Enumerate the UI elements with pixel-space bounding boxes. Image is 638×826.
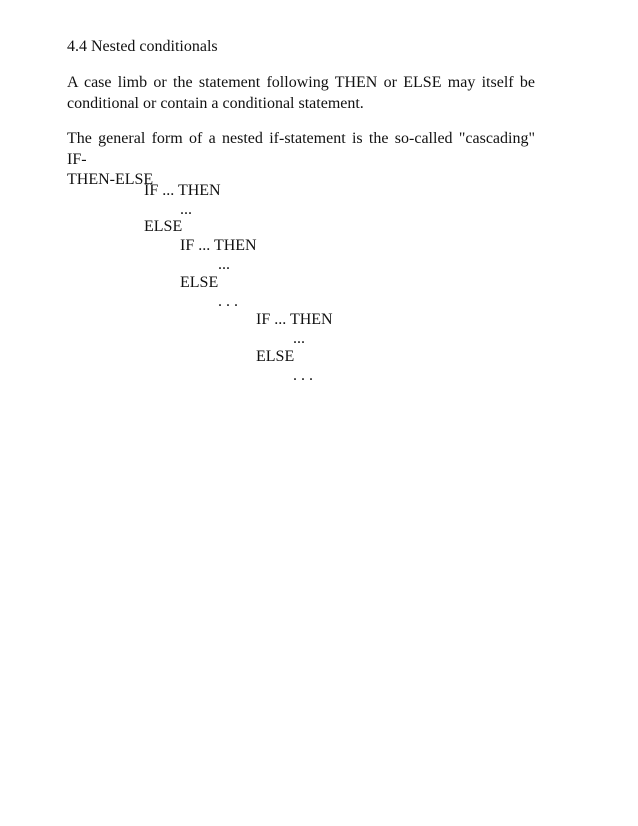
- code-line: ...: [218, 256, 230, 273]
- paragraph-line: conditional or contain a conditional statement.: [67, 94, 364, 112]
- code-line: IF ... THEN: [180, 237, 257, 254]
- code-line: ...: [293, 330, 305, 347]
- code-line: ELSE: [180, 274, 219, 291]
- paragraph-general-form: [67, 129, 535, 191]
- paragraph-line: The general form of a nested if-statement is the so-called "cascading" IF-: [67, 130, 535, 168]
- paragraph-line: THEN-ELSE: [67, 171, 154, 188]
- code-line: IF ... THEN: [256, 311, 333, 328]
- code-line: . . .: [218, 293, 238, 310]
- code-line: ...: [180, 201, 192, 218]
- code-line: ELSE: [144, 218, 183, 235]
- code-line: ELSE: [256, 348, 295, 365]
- section-heading: 4.4 Nested conditionals: [67, 38, 218, 55]
- paragraph-line: A case limb or the statement following THEN or ELSE may itself be: [67, 74, 535, 91]
- code-line: . . .: [293, 367, 313, 384]
- code-line: IF ... THEN: [144, 182, 221, 199]
- paragraph-intro: [67, 73, 535, 114]
